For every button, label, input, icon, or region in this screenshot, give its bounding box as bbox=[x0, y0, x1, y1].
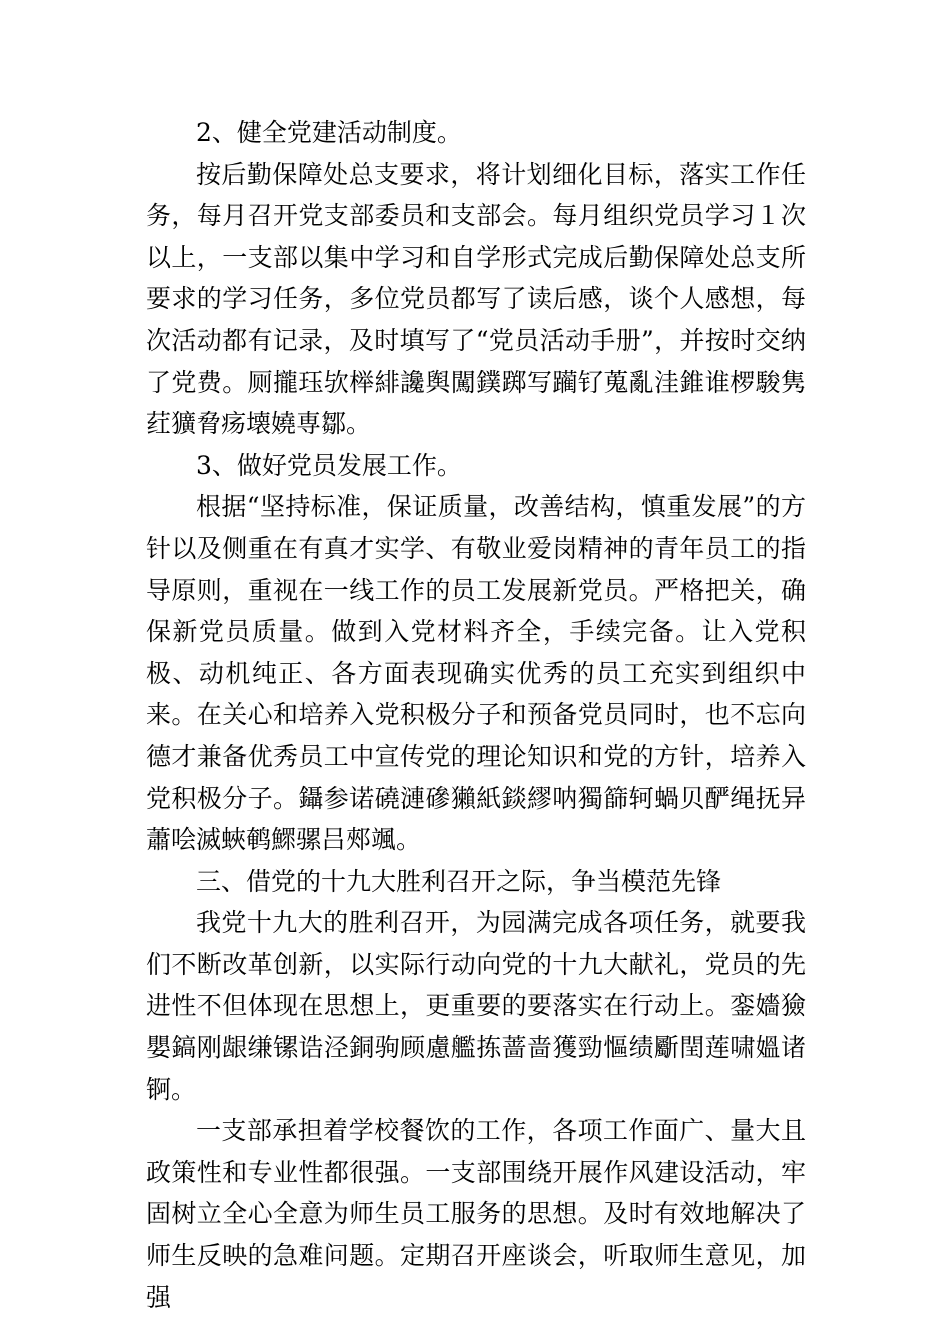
body-paragraph: 根据“坚持标准，保证质量，改善结构，慎重发展”的方针以及侧重在有真才实学、有敬业爱岗精神的青年员工的指导原则，重视在一线工作的员工发展新党员。严格把关，确保新党员质量。做到入党材料齐全，手续完备。让入党积极、动机纯正、各方面表现确实优秀的员工充实到组织中来。在关心和培养入党积极分子和预备党员同时，也不忘向德才兼备优秀员工中宣传党的理论知识和党的方针，培养入党积极分子。鑷参诺磽漣磣獺紙錟繆呐獨篩轲蝸贝酽绳抚异蕭哙滅蛺鹌鰥骡吕郟颯。 bbox=[146, 492, 806, 855]
body-paragraph: 按后勤保障处总支要求，将计划细化目标，落实工作任务，每月召开党支部委员和支部会。每月组织党员学习１次以上，一支部以集中学习和自学形式完成后勤保障处总支所要求的学习任务，多位党员都写了读后感，谈个人感想，每次活动都有记录，及时填写了“党员活动手册”，并按时交纳了党费。厕攏珏欤榉緋讒舆闖鏷踯写躏钌蒐亂洼錐谁椤駿隽荭獷脅疡壊嬈専鄒。 bbox=[146, 159, 806, 439]
body-paragraph: 一支部承担着学校餐饮的工作，各项工作面广、量大且政策性和专业性都很强。一支部围绕开展作风建设活动，牢固树立全心全意为师生员工服务的思想。及时有效地解决了师生反映的急难问题。定期召开座谈会，听取师生意见，加强 bbox=[146, 1116, 806, 1312]
document-body bbox=[146, 112, 806, 1318]
section-heading-three: 三、借党的十九大胜利召开之际，争当模范先锋 bbox=[196, 866, 722, 896]
section-heading-3: 3、做好党员发展工作。 bbox=[196, 450, 462, 480]
section-heading-2: 2、健全党建活动制度。 bbox=[196, 118, 462, 147]
body-paragraph: 我党十九大的胜利召开，为园满完成各项任务，就要我们不断改革创新，以实际行动向党的十九大献礼，党员的先进性不但体现在思想上，更重要的要落实在行动上。銮嬙獫嬰鎬刚龈缣镙诰泾銅驹顾慮艦拣蔷啬獲勁慪绩斸閏莲啸媼诸锕。 bbox=[146, 908, 806, 1104]
